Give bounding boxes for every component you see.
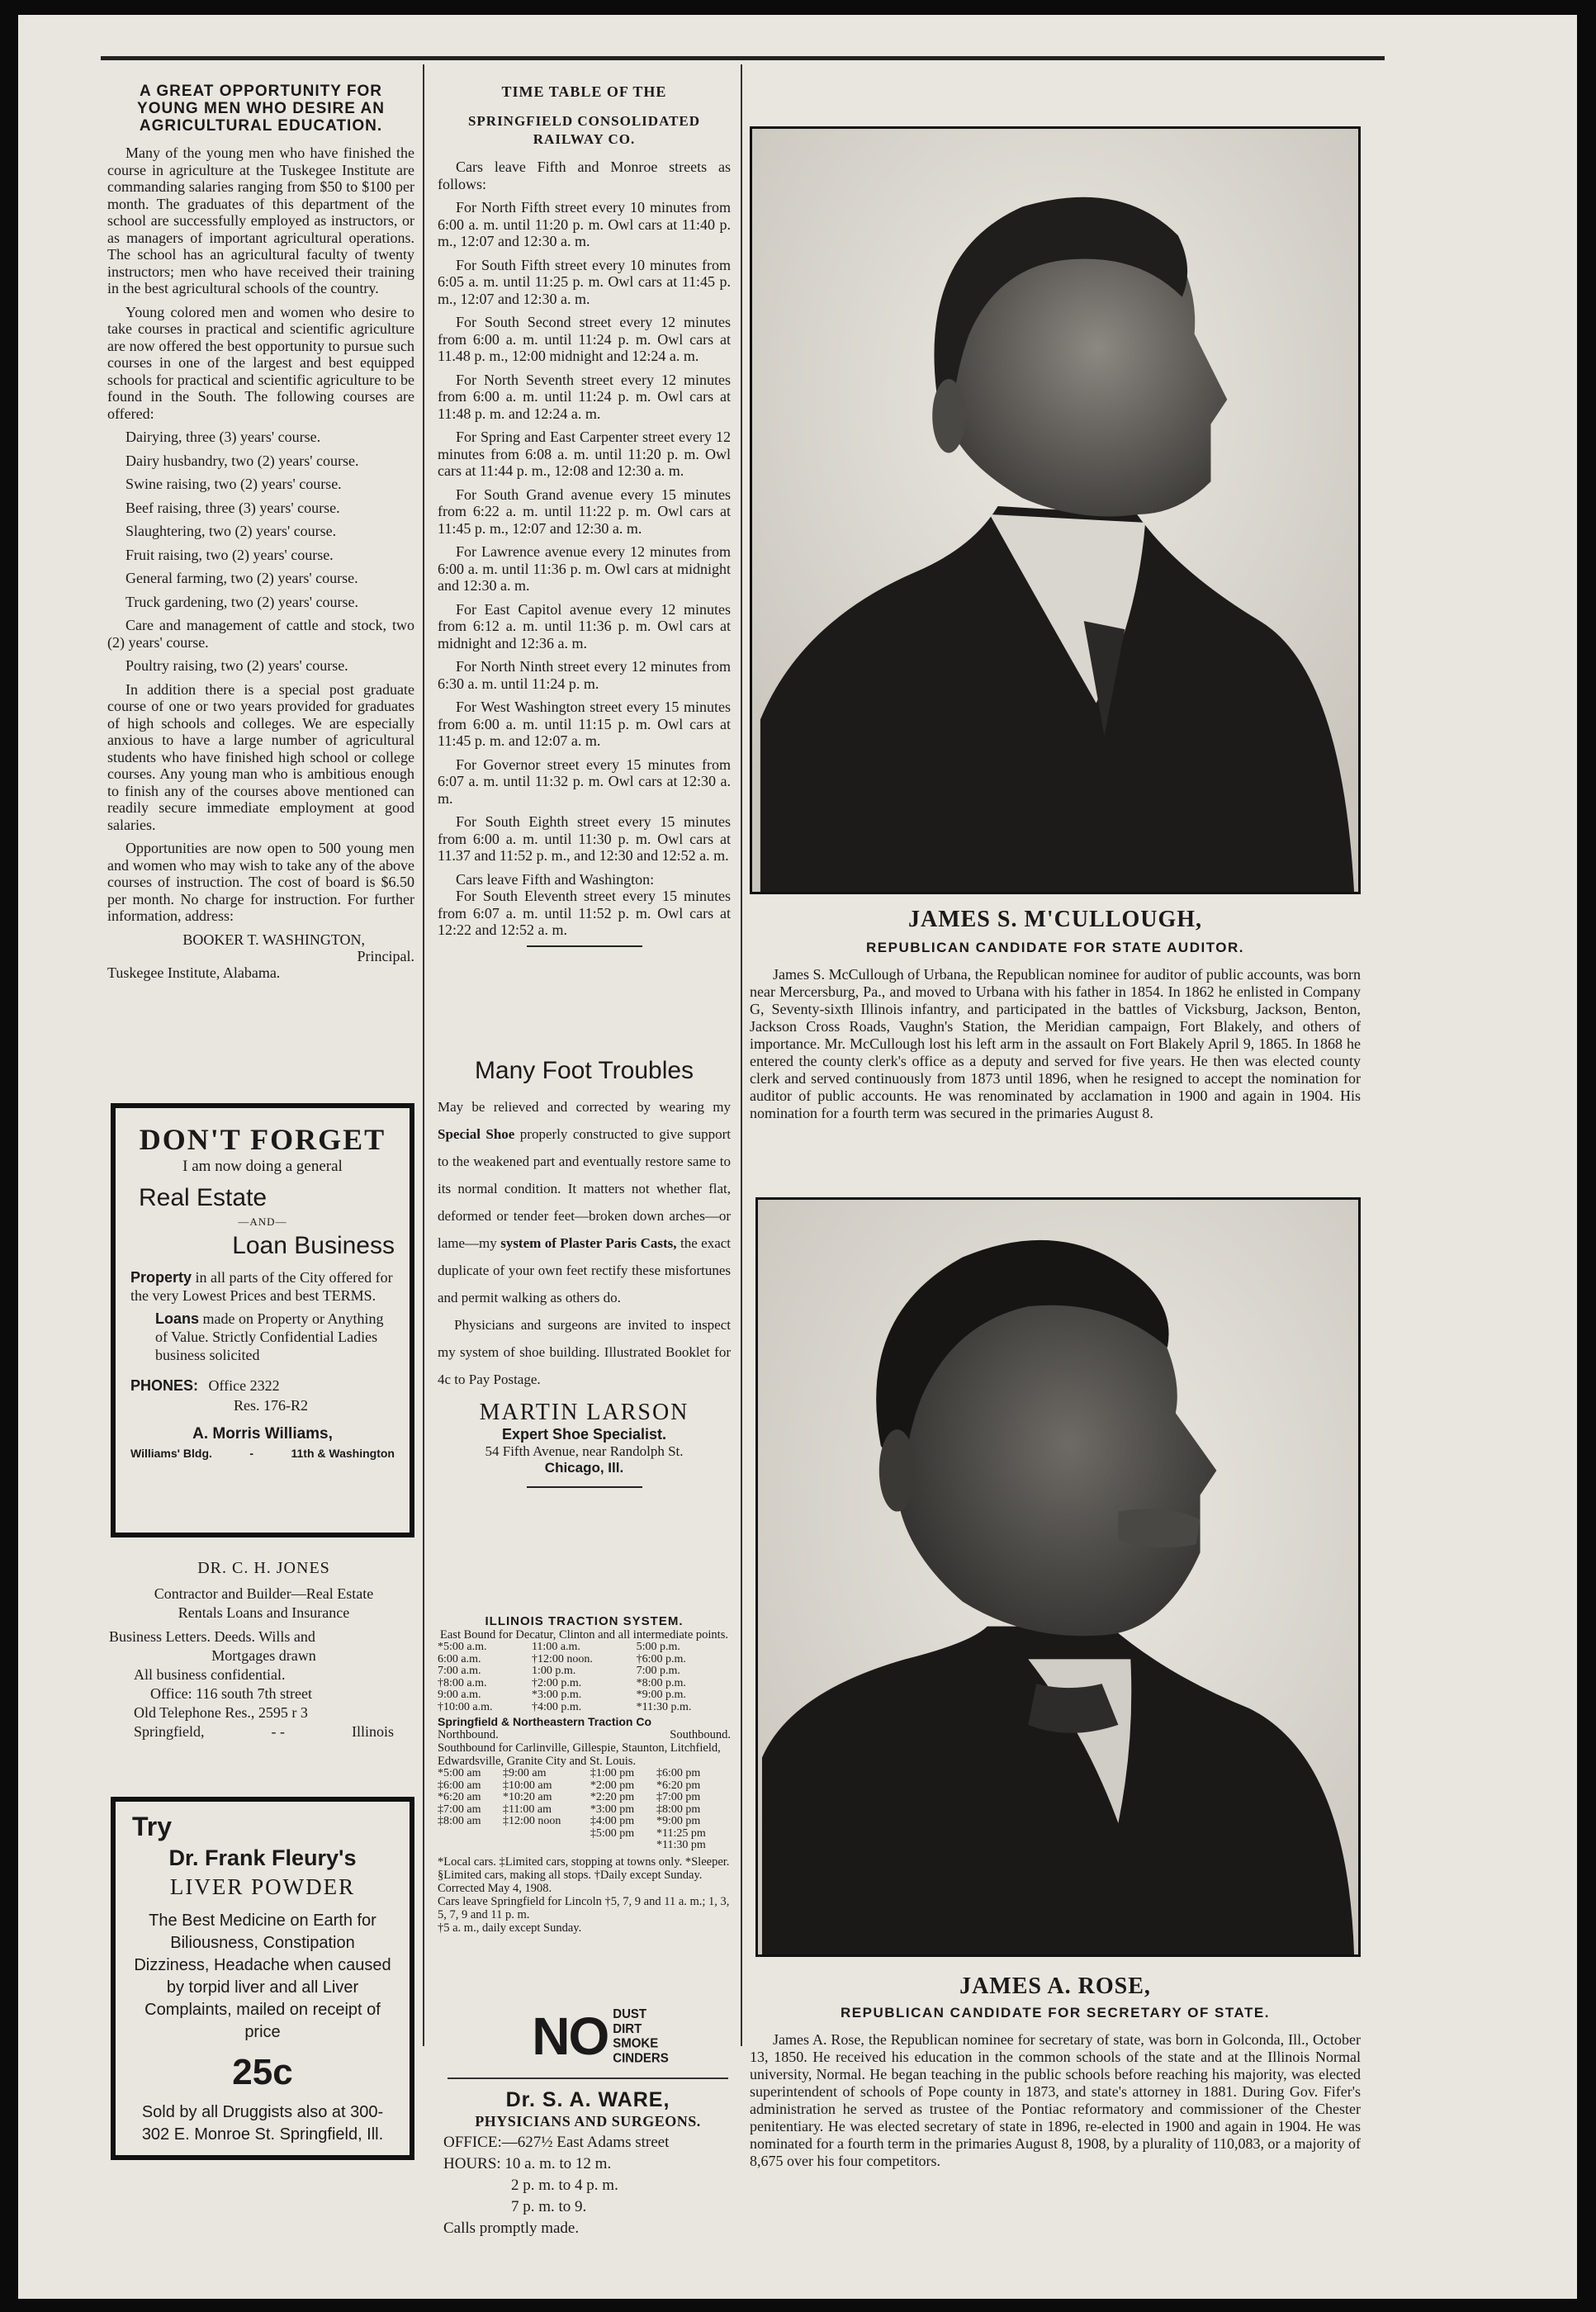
property-body: in all parts of the City offered for the very Lowest Prices and best TERMS. [130, 1269, 393, 1304]
jones-line: All business confidential. [134, 1666, 286, 1683]
phones [130, 1376, 395, 1395]
column-rule-2 [741, 64, 742, 2046]
east-time-row [438, 1665, 731, 1678]
south-time-cell: *2:00 pm [590, 1779, 635, 1792]
northbound: Northbound. [438, 1728, 499, 1741]
south-time-cell: *6:20 pm [656, 1779, 701, 1792]
try-word: Try [132, 1812, 173, 1841]
timetable-entry: For East Capitol avenue every 12 minutes from 6:12 a. m. until 11:36 p. m. Owl cars at midnight and 12:36 a. m. [438, 600, 731, 651]
agriculture-article [107, 83, 414, 987]
traction-east-bound: East Bound for Decatur, Clinton and all intermediate points. [440, 1628, 728, 1642]
larson-invite: Physicians and surgeons are invited to inspect my system of shoe building. Illustrated Booklet for 4c to Pay Postage. [438, 1317, 731, 1387]
jones-line: Mortgages drawn [211, 1647, 316, 1664]
south-time-cell: ‡8:00 am [438, 1815, 481, 1827]
south-time-cell: *11:30 pm [656, 1839, 706, 1851]
south-time-cell: *2:20 pm [590, 1791, 635, 1803]
east-time-cell: †8:00 a.m. [438, 1676, 487, 1689]
res-phone: Res. 176-R2 [234, 1397, 308, 1414]
south-time-cell: *5:00 am [438, 1767, 481, 1779]
portrait-image [752, 129, 1358, 892]
jones-city: Springfield, [134, 1723, 205, 1740]
south-time-cell [503, 1828, 590, 1841]
property-text [130, 1268, 395, 1305]
signature-place: Tuskegee Institute, Alabama. [107, 964, 281, 981]
south-time-cell: ‡1:00 pm [590, 1767, 635, 1779]
no-dust-ad [505, 2003, 695, 2069]
east-time-cell: †4:00 p.m. [531, 1700, 582, 1713]
ad-address [130, 1447, 395, 1460]
rose-subtitle: REPUBLICAN CANDIDATE FOR SECRETARY OF STATE. [841, 2005, 1270, 2021]
jones-line: Contractor and Builder—Real Estate [154, 1585, 374, 1602]
timetable-entry: For Spring and East Carpenter street every 12 minutes from 6:08 a. m. until 11:20 p. m. Owl cars at 11:44 p. m., 12:08 and 12:30 a. m. [438, 429, 731, 479]
south-time-row [438, 1792, 731, 1804]
divider [448, 2077, 728, 2079]
traction-corrected: Corrected May 4, 1908. [438, 1881, 552, 1895]
rose-portrait [755, 1197, 1361, 1957]
south-time-cell [438, 1828, 503, 1841]
divider [527, 1486, 642, 1488]
ad-location: 11th & Washington [291, 1447, 395, 1460]
south-time-cell: ‡8:00 pm [656, 1803, 701, 1816]
mccullough-subtitle: REPUBLICAN CANDIDATE FOR STATE AUDITOR. [866, 940, 1244, 955]
liver-powder-ad [111, 1797, 414, 2160]
south-time-cell [590, 1840, 656, 1852]
timetable-entry: For North Fifth street every 10 minutes from 6:00 a. m. until 11:20 p. m. Owl cars at 11:40 p. m., 12:07 and 12:30 a. m. [438, 199, 731, 249]
east-time-cell: †12:00 noon. [531, 1652, 593, 1665]
south-time-cell: ‡7:00 pm [656, 1791, 701, 1803]
traction-lincoln: Cars leave Springfield for Lincoln †5, 7, 9 and 11 a. m.; 1, 3, 5, 7, 9 and 11 p. m. [438, 1894, 730, 1921]
south-time-cell: ‡5:00 pm [590, 1826, 635, 1840]
larson-address: 54 Fifth Avenue, near Randolph St. [485, 1443, 684, 1459]
southbound-header: Southbound. [670, 1728, 731, 1741]
south-time-row [438, 1804, 731, 1817]
signature-name: BOOKER T. WASHINGTON, [182, 931, 365, 948]
rose-bio-text: James A. Rose, the Republican nominee for secretary of state, was born in Golconda, Ill., October 13, 1850. He received his education in the common schools of the state and at the Illinois Normal university, Normal. He began teaching in the public schools before reaching his majority, was elected superintendent of schools of Pope county in 1873, and state's attorney in 1881. During Gov. Fifer's administration he served as trustee of the Pontiac reformatory and commissioner of the Chester penitentiary. He was elected secretary of state in 1896, re-elected in 1900 and again in 1904. He was nominated for a fourth term in the primaries August 8, 1908, by a plurality of 110,083, or a majority of 8,675 over his four competitors. [750, 2031, 1361, 2169]
east-time-row [438, 1702, 731, 1714]
dust-word: SMOKE [613, 2036, 659, 2051]
ware-hours: 7 p. m. to 9. [511, 2198, 587, 2215]
course-item: Slaughtering, two (2) years' course. [126, 523, 337, 539]
fleury-body: The Best Medicine on Earth for Biliousness, Constipation Dizziness, Headache when caused by torpid liver and all Liver Complaints, mailed on receipt of price [134, 1912, 391, 2041]
property-lead: Property [130, 1269, 192, 1286]
ad-line: I am now doing a general [182, 1158, 343, 1175]
agriculture-paragraph-4: Opportunities are now open to 500 young men and women who may wish to take any of the above courses of instruction. The cost of board is $6.50 per month. No charge for instruction. For further information, address: [107, 840, 414, 924]
south-time-cell: *6:20 am [438, 1791, 481, 1803]
course-item: Truck gardening, two (2) years' course. [126, 593, 359, 610]
jones-line: Business Letters. Deeds. Wills and [109, 1628, 315, 1645]
top-rule [101, 56, 1385, 60]
larson-title2: Expert Shoe Specialist. [501, 1426, 667, 1443]
jones-line: Old Telephone Res., 2595 r 3 [134, 1704, 308, 1721]
ware-office: OFFICE:—627½ East Adams street [443, 2134, 670, 2151]
course-item: Fruit raising, two (2) years' course. [126, 546, 334, 563]
traction-sunday: †5 a. m., daily except Sunday. [438, 1921, 582, 1935]
south-time-row [438, 1780, 731, 1793]
ad-line: Loan Business [232, 1232, 395, 1259]
east-time-cell: †2:00 p.m. [531, 1676, 582, 1689]
railway-timetable [438, 83, 731, 954]
course-item: Swine raising, two (2) years' course. [126, 476, 342, 492]
timetable-entry: For South Eighth street every 15 minutes from 6:00 a. m. until 11:30 p. m. Owl cars at 11.37 and 11:52 p. m., and 12:30 and 12:52 a. m. [438, 813, 731, 864]
sne-title: Springfield & Northeastern Traction Co [438, 1715, 652, 1728]
south-time-cell: *11:25 pm [656, 1826, 706, 1840]
mccullough-portrait [750, 126, 1361, 894]
loans-text [130, 1310, 395, 1364]
agriculture-paragraph-2: Young colored men and women who desire to take courses in practical and scientific agriculture are now offered the best opportunity to pursue such courses in one of the largest and best equipped schools for practical and scientific agriculture to be found in the South. The following courses are offered: [107, 303, 414, 422]
ad-dash: - [249, 1447, 254, 1460]
divider [527, 945, 642, 947]
ware-calls: Calls promptly made. [443, 2220, 580, 2237]
portrait-image [758, 1200, 1358, 1954]
course-item: Beef raising, three (3) years' course. [126, 499, 340, 516]
jones-ad [109, 1559, 419, 1741]
ad-line: Real Estate [139, 1184, 268, 1211]
east-time-cell: 7:00 a.m. [438, 1665, 481, 1677]
rose-name: JAMES A. ROSE, [959, 1973, 1151, 1999]
timetable-entry: For North Ninth street every 12 minutes from 6:30 a. m. until 11:24 p. m. [438, 658, 731, 692]
signature-title: Principal. [357, 947, 414, 964]
agriculture-paragraph-3: In addition there is a special post graduate course of one or two years provided for graduates of high schools and colleges. We are especially anxious to have a large number of agricultural students who have finished high school or college courses. Any young man who is ambitious enough to finish any of the courses above mentioned can readily secure immediate employment at good salaries. [107, 680, 414, 833]
larson-title: Many Foot Troubles [474, 1057, 694, 1084]
east-time-cell: *9:00 p.m. [636, 1689, 686, 1701]
larson-body [438, 1093, 731, 1311]
course-item: Poultry raising, two (2) years' course. [126, 657, 348, 674]
course-item: Dairying, three (3) years' course. [126, 429, 321, 445]
newspaper-page [18, 15, 1577, 2299]
south-time-cell: ‡12:00 noon [502, 1815, 561, 1827]
east-time-cell: 11:00 a.m. [531, 1641, 580, 1653]
east-time-row [438, 1654, 731, 1666]
course-item: Dairy husbandry, two (2) years' course. [126, 452, 359, 469]
jones-line: Rentals Loans and Insurance [178, 1604, 350, 1621]
office-phone: Office 2322 [208, 1377, 280, 1394]
ad-name: A. Morris Williams, [192, 1425, 333, 1443]
traction-title: ILLINOIS TRACTION SYSTEM. [485, 1614, 684, 1628]
no-word: NO [532, 2006, 609, 2066]
jones-name: DR. C. H. JONES [197, 1559, 330, 1577]
ad-line: —AND— [238, 1215, 287, 1228]
east-time-cell: †6:00 p.m. [636, 1652, 686, 1665]
south-time-cell: *9:00 pm [656, 1815, 701, 1827]
jones-state: Illinois [351, 1723, 394, 1740]
east-time-cell: *3:00 p.m. [531, 1689, 582, 1701]
south-time-cell: *10:20 am [502, 1791, 552, 1803]
south-time-cell: *3:00 pm [590, 1803, 635, 1816]
fleury-name: Dr. Frank Fleury's [168, 1845, 357, 1870]
jones-city-line [134, 1722, 394, 1741]
foot-troubles-ad [438, 1057, 731, 1495]
south-time-row [438, 1816, 731, 1828]
traction-timetable [438, 1615, 731, 1935]
jones-line: Office: 116 south 7th street [150, 1685, 312, 1702]
ware-ad [443, 2089, 732, 2239]
south-time-cell: ‡4:00 pm [590, 1815, 635, 1827]
timetable-entry: For North Seventh street every 12 minutes from 6:00 a. m. until 11:24 p. m. Owl cars at 11:48 p. m. and 12:24 a. m. [438, 371, 731, 422]
dust-word: DIRT [613, 2021, 642, 2036]
timetable-entry: For Governor street every 15 minutes from 6:07 a. m. until 11:32 p. m. Owl cars at 12:30 a. m. [438, 756, 731, 807]
east-time-cell: 7:00 p.m. [636, 1665, 680, 1677]
larson-text: the exact duplicate of your own feet rectify these misfortunes and permit walking as others do. [438, 1235, 732, 1305]
south-table [438, 1768, 731, 1852]
east-time-cell: *8:00 p.m. [636, 1676, 686, 1689]
larson-emph: system of Plaster Paris Casts, [500, 1235, 677, 1251]
sne-directions [438, 1728, 731, 1741]
south-time-row [438, 1840, 731, 1852]
east-table [438, 1642, 731, 1713]
dust-word: DUST [613, 2006, 647, 2022]
south-time-cell [503, 1840, 590, 1852]
larson-name: MARTIN LARSON [479, 1400, 689, 1425]
southbound-text: Southbound for Carlinville, Gillespie, Staunton, Litchfield, Edwardsville, Granite City and St. Louis. [438, 1741, 721, 1768]
agriculture-headline: A GREAT OPPORTUNITY FOR YOUNG MEN WHO DESIRE AN AGRICULTURAL EDUCATION. [137, 83, 385, 135]
larson-text: properly constructed to give support to the weakened part and eventually restore same to its normal condition. It matters not whether flat, deformed or tender feet—broken down arches—or lame—my [438, 1126, 731, 1251]
east-time-cell: *5:00 a.m. [438, 1641, 487, 1653]
jones-dash: - - [271, 1723, 285, 1740]
mccullough-bio [750, 966, 1361, 1122]
larson-text: May be relieved and corrected by wearing my [438, 1099, 731, 1115]
south-time-cell: ‡6:00 am [438, 1779, 481, 1792]
timetable-entry: For South Fifth street every 10 minutes from 6:05 a. m. until 11:25 p. m. Owl cars at 11:45 p. m., 12:07 and 12:30 a. m. [438, 256, 731, 307]
agriculture-paragraph-1: Many of the young men who have finished the course in agriculture at the Tuskegee Institute are commanding salaries ranging from $50 to $100 per month. The graduates of this department of the school are successfully employed as instructors, or as managers of important agricultural operations. The school has an agricultural faculty of twenty instructors; men who have received their training in the best agricultural schools of the country. [107, 144, 414, 296]
larson-city: Chicago, Ill. [544, 1460, 624, 1476]
ware-hours: HOURS: 10 a. m. to 12 m. [443, 2155, 612, 2172]
east-time-row [438, 1689, 731, 1702]
south-time-cell: ‡10:00 am [502, 1779, 552, 1792]
loans-body: made on Property or Anything of Value. Strictly Confidential Ladies business solicited [155, 1310, 384, 1363]
ware-title: PHYSICIANS AND SURGEONS. [475, 2113, 701, 2130]
ad-headline: DON'T FORGET [139, 1123, 386, 1156]
timetable-intro: Cars leave Fifth and Monroe streets as follows: [438, 159, 731, 192]
timetable-entry: For South Grand avenue every 15 minutes from 6:22 a. m. until 11:22 p. m. Owl cars at 11:45 p. m., 12:07 and 12:30 a. m. [438, 486, 731, 537]
traction-notes: *Local cars. ‡Limited cars, stopping at towns only. *Sleeper. §Limited cars, making all stops. †Daily except Sunday. [438, 1855, 730, 1882]
timetable-title-1: TIME TABLE OF THE [501, 83, 667, 100]
timetable-entry: For West Washington street every 15 minutes from 6:00 a. m. until 11:15 p. m. Owl cars at 11:45 p. m. and 12:07 a. m. [438, 699, 731, 749]
fleury-price: 25c [232, 2052, 293, 2092]
mccullough-bio-text: James S. McCullough of Urbana, the Republican nominee for auditor of public accounts, was born near Mercersburg, Pa., and moved to Urbana with his father in 1854. In 1862 he enlisted in Company G, Seventy-sixth Illinois infantry, and participated in the battles of Vicksburg, Jackson, Benton, Jackson Cross Roads, Vaughn's Station, the Meridian campaign, Fort Blakely, and others of importance. Mr. McCullough lost his left arm in the assault on Fort Blakely April 9, 1865. In 1868 he entered the county clerk's office as a deputy and served for five years. He then was elected county clerk and served continuously from 1873 until 1896, when he resigned to accept the nomination for auditor of public accounts. He was renominated by acclamation in 1900 and again in 1904. His nomination for a fourth term was secured in the primaries August 8. [750, 966, 1361, 1121]
east-time-row [438, 1678, 731, 1690]
course-item: Care and management of cattle and stock, two (2) years' course. [107, 617, 414, 651]
east-time-cell: 9:00 a.m. [438, 1689, 481, 1701]
south-time-cell: ‡11:00 am [502, 1803, 552, 1816]
south-time-cell: ‡9:00 am [502, 1767, 547, 1779]
timetable-entry: For South Eleventh street every 15 minutes from 6:07 a. m. until 11:52 p. m. Owl cars at 12:22 and 12:52 a. m. [438, 888, 731, 938]
mccullough-name: JAMES S. M'CULLOUGH, [907, 907, 1203, 932]
east-time-cell: 6:00 a.m. [438, 1652, 481, 1665]
dust-words [613, 2006, 669, 2065]
east-time-cell: 5:00 p.m. [636, 1641, 680, 1653]
dust-word: CINDERS [613, 2050, 669, 2066]
east-time-cell: †10:00 a.m. [438, 1700, 493, 1713]
east-time-row [438, 1642, 731, 1654]
timetable-entry: For Lawrence avenue every 12 minutes from 6:00 a. m. until 11:36 p. m. Owl cars at midnight and 12:30 a. m. [438, 543, 731, 594]
south-time-cell: ‡7:00 am [438, 1803, 481, 1816]
timetable-title-2: SPRINGFIELD CONSOLIDATED RAILWAY CO. [467, 113, 701, 147]
fleury-sold: Sold by all Druggists also at 300-302 E. Monroe St. Springfield, Ill. [141, 2103, 384, 2144]
rose-bio [750, 2031, 1361, 2170]
larson-emph: Special Shoe [438, 1126, 515, 1142]
ad-bldg: Williams' Bldg. [130, 1447, 212, 1460]
course-item: General farming, two (2) years' course. [126, 570, 358, 586]
real-estate-ad [111, 1103, 414, 1537]
south-time-row [438, 1768, 731, 1780]
east-time-cell: *11:30 p.m. [636, 1700, 692, 1713]
ware-name: Dr. S. A. WARE, [505, 2088, 670, 2111]
ware-hours: 2 p. m. to 4 p. m. [511, 2177, 618, 2194]
phones-label: PHONES: [130, 1377, 199, 1394]
loans-lead: Loans [155, 1310, 200, 1327]
south-time-cell: ‡6:00 pm [656, 1767, 701, 1779]
column-rule-1 [423, 64, 424, 2046]
timetable-washington-lead: Cars leave Fifth and Washington: [456, 870, 655, 888]
timetable-entry: For South Second street every 12 minutes from 6:00 a. m. until 11:24 p. m. Owl cars at 11.48 p. m., 12:00 midnight and 12:24 a. m. [438, 314, 731, 364]
south-time-row [438, 1828, 731, 1841]
east-time-cell: 1:00 p.m. [531, 1665, 576, 1677]
fleury-product: LIVER POWDER [169, 1874, 356, 1899]
south-time-cell [438, 1840, 503, 1852]
